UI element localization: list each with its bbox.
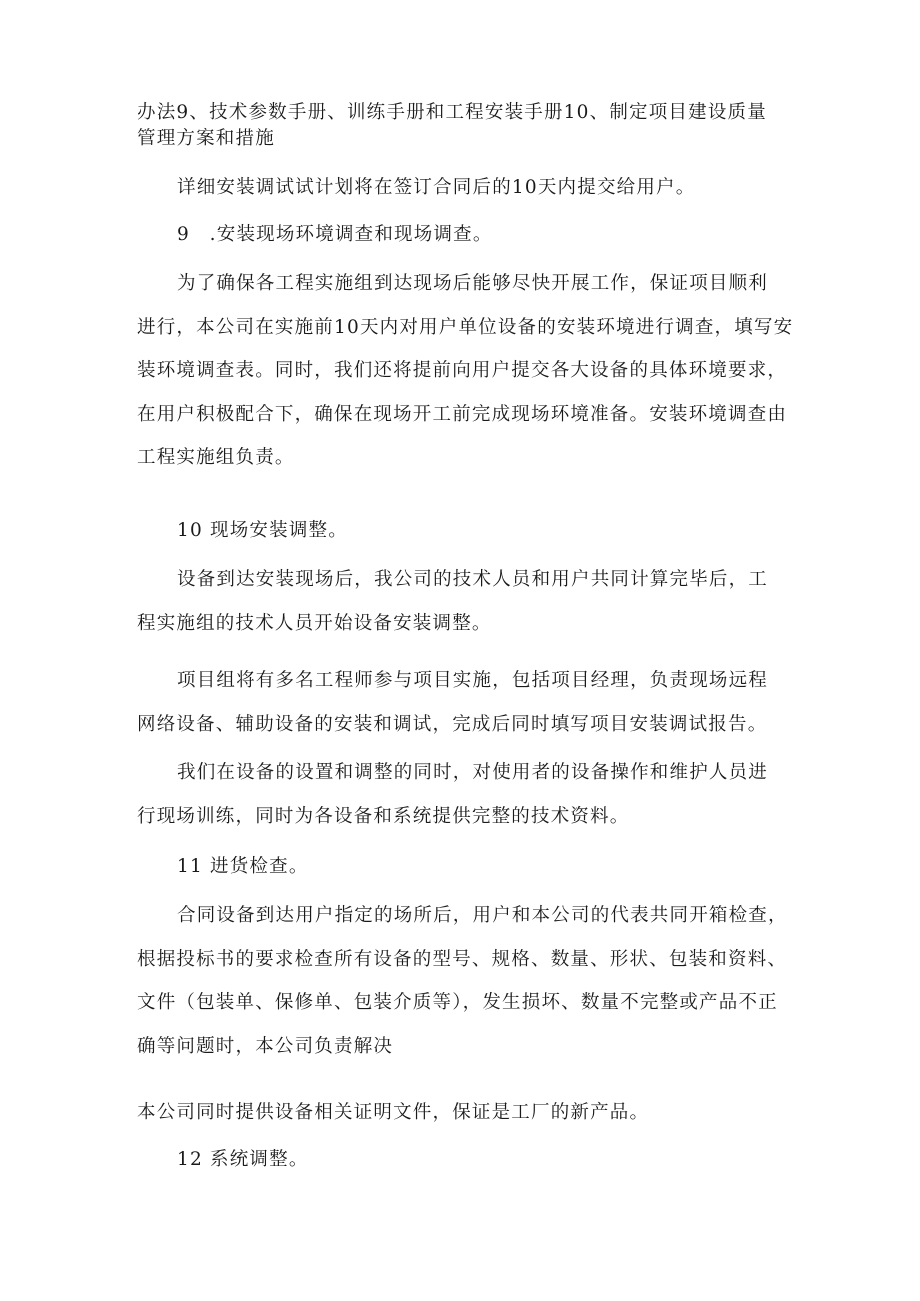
paragraph-onsite-install <box>137 558 797 645</box>
text-line: 10 现场安装调整。 <box>177 520 348 541</box>
text-line: 11 进货检查。 <box>177 856 309 877</box>
paragraph-site-survey <box>137 262 797 480</box>
heading-incoming-inspection <box>137 854 837 880</box>
text-line: 程实施组的技术人员开始设备安装调整。 <box>137 612 492 634</box>
text-line: 行现场训练，同时为各设备和系统提供完整的技术资料。 <box>137 805 630 827</box>
text-line: 合同设备到达用户指定的场所后，用户和本公司的代表共同开箱检查， <box>177 905 788 926</box>
paragraph-certification <box>137 1100 797 1126</box>
text-line: 装环境调查表。同时，我们还将提前向用户提交各大设备的具体环境要求， <box>137 360 788 381</box>
text-line: 12 系统调整。 <box>177 1149 309 1170</box>
text-line: 进行，本公司在实施前10天内对用户单位设备的安装环境进行调查，填写安 <box>137 316 794 338</box>
text-line: 本公司同时提供设备相关证明文件，保证是工厂的新产品。 <box>137 1102 650 1123</box>
text-line: 文件（包装单、保修单、包装介质等），发生损坏、数量不完整或产品不正 <box>137 992 778 1013</box>
heading-site-survey <box>137 222 837 248</box>
paragraph-schedule <box>137 175 837 201</box>
text-line: 我们在设备的设置和调整的同时，对使用者的设备操作和维护人员进 <box>177 762 769 783</box>
heading-onsite-install <box>137 518 837 544</box>
heading-system-adjustment <box>137 1147 837 1173</box>
text-line: 为了确保各工程实施组到达现场后能够尽快开展工作，保证项目顺利 <box>177 273 769 294</box>
text-line: 网络设备、辅助设备的安装和调试，完成后同时填写项目安装调试报告。 <box>137 713 768 735</box>
text-line: 工程实施组负责。 <box>137 447 295 468</box>
text-line: 管理方案和措施 <box>137 128 275 149</box>
text-line: 在用户积极配合下，确保在现场开工前完成现场环境准备。安装环境调查由 <box>137 403 788 425</box>
text-line: 办法9、技术参数手册、训练手册和工程安装手册10、制定项目建设质量 <box>137 102 767 123</box>
paragraph-training <box>137 751 797 838</box>
paragraph-continuation <box>137 100 797 152</box>
paragraph-incoming-inspection <box>137 894 797 1068</box>
text-line: 根据投标书的要求检查所有设备的型号、规格、数量、形状、包装和资料、 <box>137 948 788 970</box>
paragraph-project-team <box>137 659 797 746</box>
text-line: 9 .安装现场环境调查和现场调查。 <box>177 224 493 245</box>
text-line: 确等问题时，本公司负责解决 <box>137 1035 394 1057</box>
text-line: 设备到达安装现场后，我公司的技术人员和用户共同计算完毕后，工 <box>177 569 769 590</box>
text-line: 详细安装调试试计划将在签订合同后的10天内提交给用户。 <box>177 177 696 198</box>
text-line: 项目组将有多名工程师参与项目实施，包括项目经理，负责现场远程 <box>177 670 769 691</box>
